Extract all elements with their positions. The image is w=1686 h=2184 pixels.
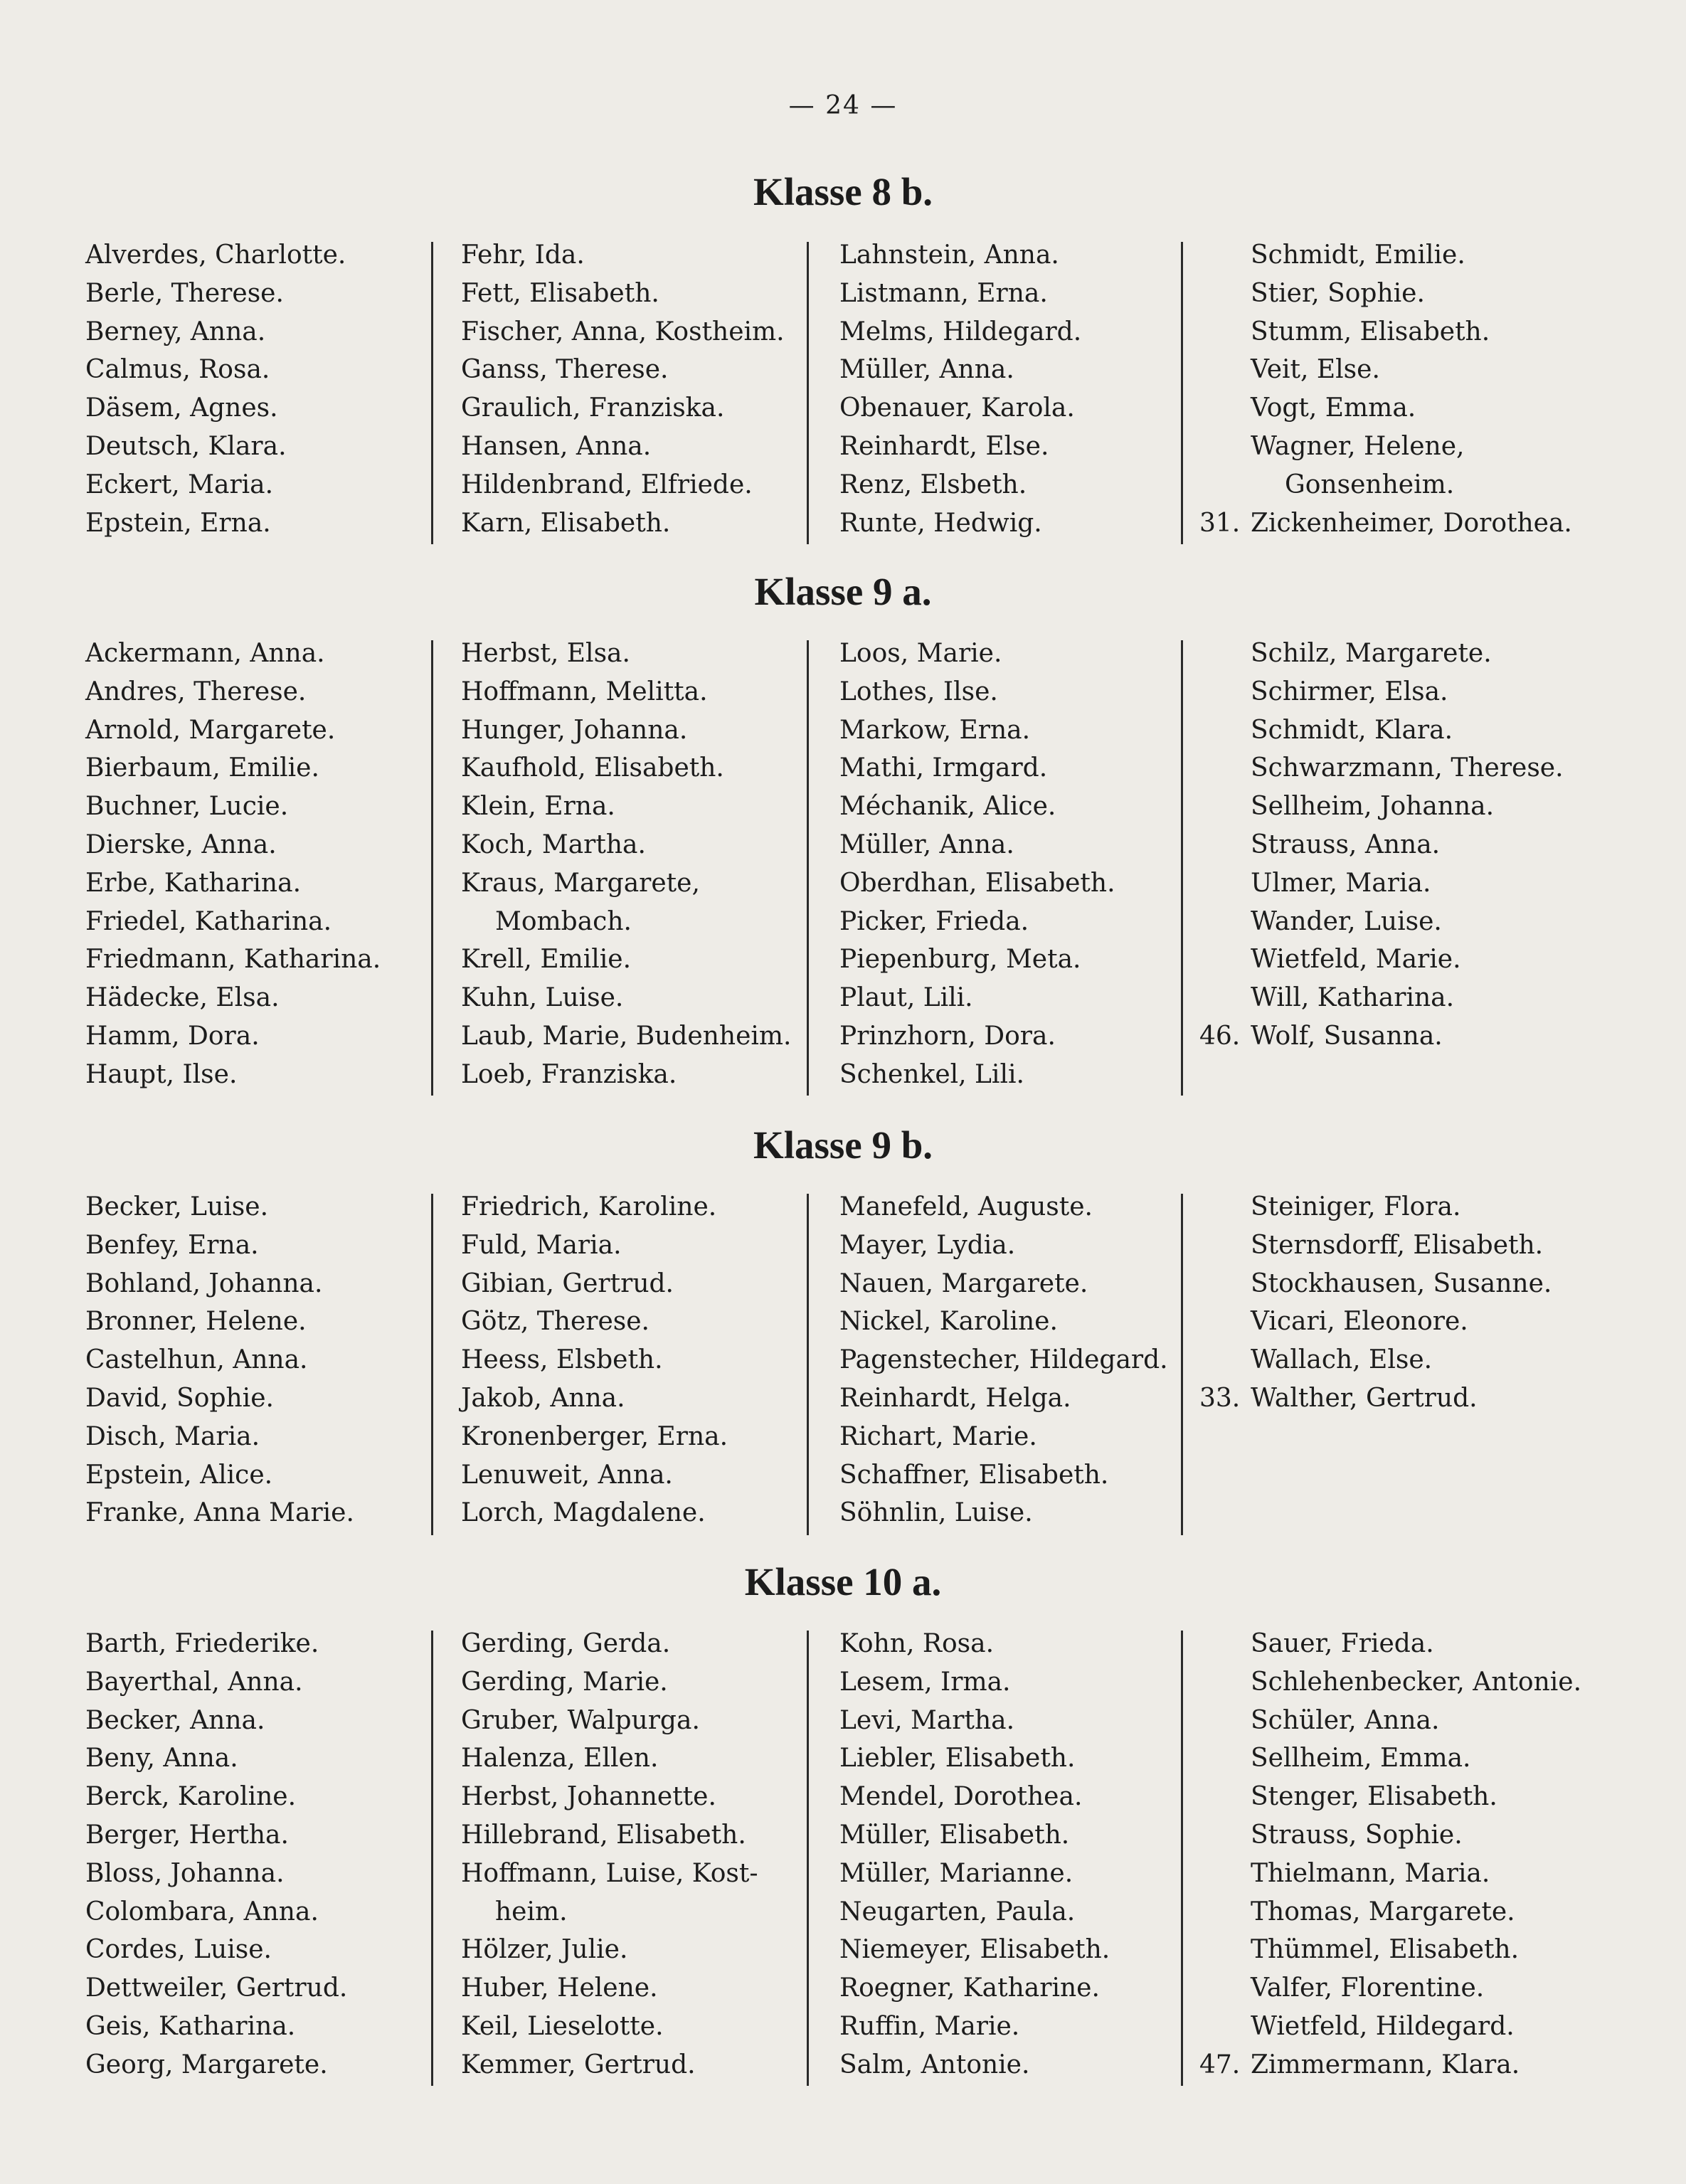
student-name: Zickenheimer, Dorothea. [1251,508,1572,538]
student-name: Strauss, Anna. [1251,829,1441,859]
student-name: Bloss, Johanna. [85,1858,285,1888]
student-name: Kronenberger, Erna. [461,1421,728,1451]
student-name: Hildenbrand, Elfriede. [461,470,753,499]
student-name: Richart, Marie. [839,1421,1037,1451]
student-name: Koch, Martha. [461,829,646,859]
student-name: Salm, Antonie. [839,2050,1030,2079]
column-divider [1181,1194,1183,1535]
student-name: Geis, Katharina. [85,2011,296,2041]
column-divider [807,1631,809,2086]
section-title-klasse-9b: Klasse 9 b. [753,1123,933,1167]
student-name: Loos, Marie. [839,639,1002,668]
student-name: Bierbaum, Emilie. [85,753,319,783]
student-name: Fuld, Maria. [461,1230,622,1260]
student-name: Bronner, Helene. [85,1307,307,1337]
student-name: Stumm, Elisabeth. [1251,317,1490,346]
student-name: Wagner, Helene, [1251,431,1465,461]
student-name: Oberdhan, Elisabeth. [839,868,1115,898]
student-name: Berle, Therese. [85,278,284,308]
student-name: Beny, Anna. [85,1744,238,1774]
student-name: Reinhardt, Else. [839,431,1049,461]
student-name: Valfer, Florentine. [1251,1973,1485,2003]
student-name: Dierske, Anna. [85,829,277,859]
student-name: Stier, Sophie. [1251,278,1425,308]
student-name: Nickel, Karoline. [839,1307,1058,1337]
student-name: Pagenstecher, Hildegard. [839,1345,1168,1375]
student-name: Krell, Emilie. [461,945,632,975]
student-name: Nauen, Margarete. [839,1268,1088,1298]
student-name: Keil, Lieselotte. [461,2011,664,2041]
student-name: Markow, Erna. [839,715,1031,745]
student-name: Götz, Therese. [461,1307,650,1337]
student-name: Kraus, Margarete, [461,868,700,898]
student-name: Hansen, Anna. [461,431,652,461]
student-name: Kuhn, Luise. [461,983,624,1013]
name-column-4 [1251,1625,1581,2084]
name-column-1 [85,236,346,542]
student-name: Schirmer, Elsa. [1251,677,1448,706]
column-divider [807,1194,809,1535]
student-name: Loeb, Franziska. [461,1059,677,1089]
student-name: Thomas, Margarete. [1251,1897,1515,1926]
student-name: Alverdes, Charlotte. [85,240,346,270]
student-name: Hoffmann, Luise, Kost- [461,1858,758,1888]
student-name: Friedrich, Karoline. [461,1192,717,1221]
student-name: Deutsch, Klara. [85,431,287,461]
student-name: Lahnstein, Anna. [839,240,1059,270]
name-column-1 [85,1625,347,2084]
student-name: Heess, Elsbeth. [461,1345,663,1375]
student-name: Kaufhold, Elisabeth. [461,753,724,783]
student-name: Fehr, Ida. [461,240,585,270]
student-name: Piepenburg, Meta. [839,945,1081,975]
student-name: Gerding, Gerda. [461,1629,671,1658]
student-name: Fett, Elisabeth. [461,278,659,308]
student-name: Ulmer, Maria. [1251,868,1431,898]
section-title-klasse-10a: Klasse 10 a. [744,1560,942,1603]
student-name: Plaut, Lili. [839,983,973,1013]
student-name: Sellheim, Emma. [1251,1744,1471,1774]
name-column-2 [461,1625,758,2084]
student-name: Neugarten, Paula. [839,1897,1076,1926]
student-name: Franke, Anna Marie. [85,1498,354,1528]
student-name: Calmus, Rosa. [85,355,270,385]
student-name: Eckert, Maria. [85,470,274,499]
section-title-klasse-9a: Klasse 9 a. [754,570,932,613]
column-divider [431,640,433,1096]
student-name: Sternsdorff, Elisabeth. [1251,1230,1544,1260]
student-name: Melms, Hildegard. [839,317,1082,346]
student-name-continuation: heim. [495,1897,568,1926]
student-name: Fischer, Anna, Kostheim. [461,317,785,346]
student-name: Herbst, Johannette. [461,1782,716,1812]
student-name: Wietfeld, Marie. [1251,945,1461,975]
student-name: Veit, Else. [1251,355,1380,385]
student-name: Berck, Karoline. [85,1782,297,1812]
name-column-1 [85,1188,354,1532]
column-divider [807,640,809,1096]
student-name: Niemeyer, Elisabeth. [839,1935,1110,1965]
column-divider [431,1631,433,2086]
student-name: Müller, Marianne. [839,1858,1073,1888]
student-name: Walther, Gertrud. [1251,1383,1478,1413]
student-name: Däsem, Agnes. [85,393,278,423]
student-name: Will, Katharina. [1251,983,1455,1013]
student-name: Ruffin, Marie. [839,2011,1020,2041]
student-name: Steiniger, Flora. [1251,1192,1461,1221]
student-name: Becker, Luise. [85,1192,269,1221]
name-column-3 [839,1188,1168,1532]
student-name: Georg, Margarete. [85,2050,328,2079]
student-name: Thielmann, Maria. [1251,1858,1490,1888]
section-title-klasse-8b: Klasse 8 b. [753,170,933,213]
student-name: Epstein, Alice. [85,1460,273,1490]
name-column-4 [1251,635,1564,1056]
student-name-continuation: Gonsenheim. [1285,470,1455,499]
student-name: David, Sophie. [85,1383,274,1413]
student-name: Castelhun, Anna. [85,1345,308,1375]
student-name: Müller, Anna. [839,355,1014,385]
page-number: — 24 — [788,91,898,120]
column-divider [431,1194,433,1535]
student-name: Benfey, Erna. [85,1230,259,1260]
student-name: Hölzer, Julie. [461,1935,628,1965]
name-column-4 [1251,1188,1552,1418]
student-name: Lorch, Magdalene. [461,1498,706,1528]
student-name: Söhnlin, Luise. [839,1498,1033,1528]
student-name: Renz, Elsbeth. [839,470,1027,499]
student-name: Lothes, Ilse. [839,677,998,706]
student-name: Friedel, Katharina. [85,906,332,936]
student-name: Hädecke, Elsa. [85,983,280,1013]
student-name: Mathi, Irmgard. [839,753,1048,783]
student-name: Bayerthal, Anna. [85,1667,303,1697]
student-name: Strauss, Sophie. [1251,1820,1463,1850]
student-name: Buchner, Lucie. [85,792,289,822]
student-name: Wander, Luise. [1251,906,1442,936]
name-column-4 [1251,236,1572,542]
student-name: Arnold, Margarete. [85,715,336,745]
student-name: Zimmermann, Klara. [1251,2050,1520,2079]
student-name: Jakob, Anna. [461,1383,625,1413]
student-name: Schenkel, Lili. [839,1059,1024,1089]
student-name: Graulich, Franziska. [461,393,725,423]
student-name: Haupt, Ilse. [85,1059,238,1089]
student-name: Schlehenbecker, Antonie. [1251,1667,1582,1697]
student-name: Erbe, Katharina. [85,868,302,898]
student-name: Hunger, Johanna. [461,715,688,745]
student-name: Vicari, Eleonore. [1251,1307,1468,1337]
student-name: Picker, Frieda. [839,906,1029,936]
student-name: Wolf, Susanna. [1251,1021,1443,1051]
student-name: Klein, Erna. [461,792,615,822]
student-name: Runte, Hedwig. [839,508,1042,538]
name-column-2 [461,236,785,542]
column-divider [1181,640,1183,1096]
student-name: Barth, Friederike. [85,1629,319,1658]
student-name-continuation: Mombach. [495,906,632,936]
student-name: Halenza, Ellen. [461,1744,659,1774]
column-divider [1181,242,1183,544]
student-name: Hamm, Dora. [85,1021,260,1051]
student-name: Schmidt, Klara. [1251,715,1453,745]
student-name: Huber, Helene. [461,1973,658,2003]
student-name: Stockhausen, Susanne. [1251,1268,1552,1298]
student-name: Kohn, Rosa. [839,1629,995,1658]
student-name: Lenuweit, Anna. [461,1460,673,1490]
student-name: Gerding, Marie. [461,1667,668,1697]
student-name: Reinhardt, Helga. [839,1383,1071,1413]
student-name: Listmann, Erna. [839,278,1048,308]
student-name: Roegner, Katharine. [839,1973,1100,2003]
student-name: Ganss, Therese. [461,355,669,385]
student-name: Becker, Anna. [85,1705,265,1735]
student-name: Müller, Anna. [839,829,1014,859]
column-divider [1181,1631,1183,2086]
student-name: Schaffner, Elisabeth. [839,1460,1109,1490]
student-name: Schmidt, Emilie. [1251,240,1465,270]
student-name: Laub, Marie, Budenheim. [461,1021,792,1051]
student-name: Herbst, Elsa. [461,639,630,668]
student-name: Liebler, Elisabeth. [839,1744,1076,1774]
student-name: Bohland, Johanna. [85,1268,323,1298]
student-name: Levi, Martha. [839,1705,1015,1735]
student-name: Hillebrand, Elisabeth. [461,1820,746,1850]
student-name: Vogt, Emma. [1251,393,1416,423]
student-name: Gruber, Walpurga. [461,1705,700,1735]
student-name: Ackermann, Anna. [85,639,325,668]
student-name: Méchanik, Alice. [839,792,1056,822]
student-name: Epstein, Erna. [85,508,271,538]
student-name: Karn, Elisabeth. [461,508,671,538]
name-column-3 [839,1625,1110,2084]
student-name: Hoffmann, Melitta. [461,677,708,706]
student-name: Gibian, Gertrud. [461,1268,674,1298]
name-column-2 [461,1188,728,1532]
class-count: 31. [1199,508,1241,538]
student-name: Mayer, Lydia. [839,1230,1016,1260]
class-count: 47. [1199,2050,1241,2079]
student-name: Berger, Hertha. [85,1820,289,1850]
student-name: Schüler, Anna. [1251,1705,1440,1735]
student-name: Obenauer, Karola. [839,393,1075,423]
student-name: Prinzhorn, Dora. [839,1021,1056,1051]
student-name: Manefeld, Auguste. [839,1192,1093,1221]
student-name: Colombara, Anna. [85,1897,319,1926]
class-count: 33. [1199,1384,1241,1413]
student-name: Wallach, Else. [1251,1345,1433,1375]
class-count: 46. [1199,1022,1241,1051]
name-column-3 [839,635,1115,1094]
student-name: Schilz, Margarete. [1251,639,1492,668]
student-name: Dettweiler, Gertrud. [85,1973,348,2003]
student-name: Stenger, Elisabeth. [1251,1782,1497,1812]
student-name: Schwarzmann, Therese. [1251,753,1564,783]
student-name: Lesem, Irma. [839,1667,1011,1697]
student-name: Thümmel, Elisabeth. [1251,1935,1520,1965]
student-name: Cordes, Luise. [85,1935,272,1965]
student-name: Sellheim, Johanna. [1251,792,1495,822]
student-name: Disch, Maria. [85,1421,260,1451]
student-name: Müller, Elisabeth. [839,1820,1070,1850]
name-column-3 [839,236,1081,542]
student-name: Kemmer, Gertrud. [461,2050,696,2079]
name-column-1 [85,635,381,1094]
student-name: Mendel, Dorothea. [839,1782,1083,1812]
student-name: Wietfeld, Hildegard. [1251,2011,1515,2041]
column-divider [807,242,809,544]
column-divider [431,242,433,544]
student-name: Andres, Therese. [85,677,307,706]
name-column-2 [461,635,791,1094]
student-name: Sauer, Frieda. [1251,1629,1434,1658]
student-name: Berney, Anna. [85,317,266,346]
student-name: Friedmann, Katharina. [85,945,381,975]
